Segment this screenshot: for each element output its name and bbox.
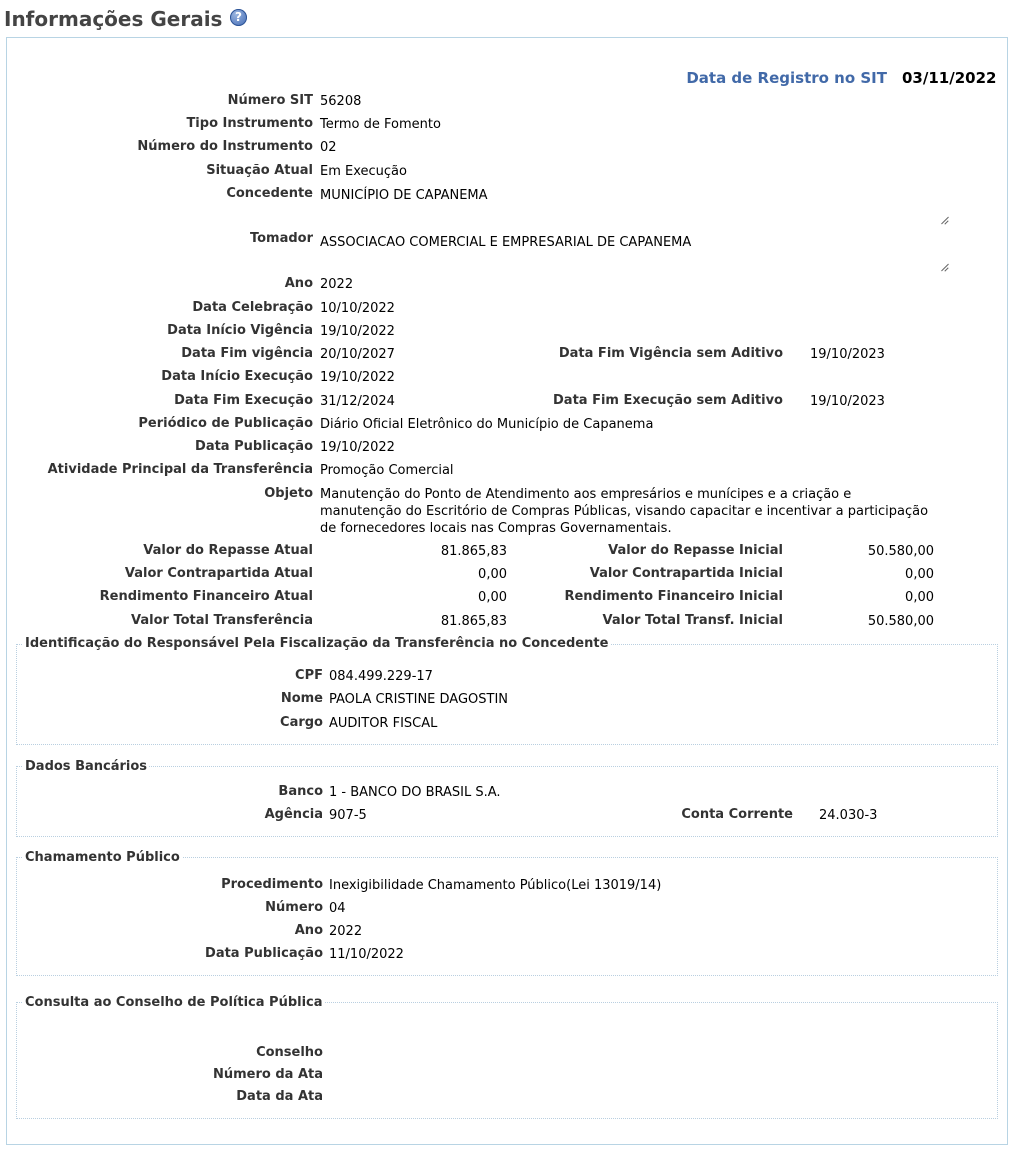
data-celebracao-label: Data Celebração [192, 300, 313, 315]
banco-value: 1 - BANCO DO BRASIL S.A. [329, 785, 501, 800]
chamamento-ano-value: 2022 [329, 924, 363, 939]
data-ata-label: Data da Ata [236, 1089, 323, 1104]
registro-label: Data de Registro no SIT [686, 69, 887, 87]
data-inicio-vigencia-value: 19/10/2022 [320, 324, 395, 339]
contrapartida-atual-label: Valor Contrapartida Atual [124, 566, 313, 581]
ano-label: Ano [284, 276, 313, 291]
atividade-principal-label: Atividade Principal da Transferência [47, 462, 313, 477]
total-atual-label: Valor Total Transferência [131, 613, 313, 628]
numero-instrumento-label: Número do Instrumento [137, 139, 313, 154]
ano-value: 2022 [320, 277, 354, 292]
objeto-label: Objeto [264, 486, 313, 501]
data-inicio-execucao-label: Data Início Execução [161, 369, 313, 384]
chamamento-fieldset [16, 857, 998, 976]
rendimento-inicial-label: Rendimento Financeiro Inicial [564, 589, 783, 604]
numero-sit-value: 56208 [320, 94, 362, 109]
situacao-atual-value: Em Execução [320, 164, 407, 179]
chamamento-data-publicacao-value: 11/10/2022 [329, 947, 404, 962]
contrapartida-inicial-value: 0,00 [905, 567, 934, 582]
data-publicacao-label: Data Publicação [195, 439, 313, 454]
agencia-label: Agência [264, 807, 323, 822]
rendimento-atual-label: Rendimento Financeiro Atual [99, 589, 313, 604]
chamamento-numero-label: Número [265, 900, 323, 915]
cpf-value: 084.499.229-17 [329, 669, 433, 684]
total-atual-value: 81.865,83 [440, 614, 507, 629]
repasse-atual-label: Valor do Repasse Atual [143, 543, 313, 558]
chamamento-legend: Chamamento Público [25, 850, 180, 865]
data-inicio-vigencia-label: Data Início Vigência [167, 323, 313, 338]
contrapartida-inicial-label: Valor Contrapartida Inicial [589, 566, 783, 581]
cargo-value: AUDITOR FISCAL [329, 716, 438, 731]
nome-value: PAOLA CRISTINE DAGOSTIN [329, 692, 509, 707]
repasse-inicial-value: 50.580,00 [867, 544, 934, 559]
fiscalizacao-legend: Identificação do Responsável Pela Fiscalização da Transferência no Concedente [25, 636, 609, 651]
bancarios-legend: Dados Bancários [25, 759, 148, 774]
help-icon[interactable]: ? [230, 9, 247, 26]
data-fim-vigencia-label: Data Fim vigência [181, 346, 313, 361]
objeto-line: Manutenção do Ponto de Atendimento aos empresários e munícipes e a criação e [320, 487, 852, 502]
rendimento-inicial-value: 0,00 [905, 590, 934, 605]
data-fim-execucao-sem-aditivo-label: Data Fim Execução sem Aditivo [553, 393, 783, 408]
cargo-label: Cargo [280, 715, 323, 730]
data-fim-execucao-sem-aditivo-value: 19/10/2023 [810, 394, 885, 409]
rendimento-atual-value: 0,00 [478, 590, 507, 605]
objeto-line: manutenção do Escritório de Compras Públicas, visando capacitar e incentivar a participação [320, 504, 929, 519]
agencia-value: 907-5 [329, 808, 367, 823]
tomador-label: Tomador [249, 231, 313, 246]
resize-grip-icon[interactable] [940, 216, 948, 224]
resize-grip-icon[interactable] [940, 263, 948, 271]
numero-sit-label: Número SIT [227, 93, 313, 108]
repasse-atual-value: 81.865,83 [440, 544, 507, 559]
data-fim-execucao-label: Data Fim Execução [174, 393, 313, 408]
banco-label: Banco [278, 784, 323, 799]
procedimento-label: Procedimento [221, 877, 323, 892]
atividade-principal-value: Promoção Comercial [320, 463, 454, 478]
conta-label: Conta Corrente [681, 807, 793, 822]
repasse-inicial-label: Valor do Repasse Inicial [608, 543, 783, 558]
total-inicial-label: Valor Total Transf. Inicial [602, 613, 783, 628]
data-fim-vigencia-value: 20/10/2027 [320, 347, 395, 362]
concedente-label: Concedente [226, 186, 313, 201]
total-inicial-value: 50.580,00 [867, 614, 934, 629]
nome-label: Nome [280, 691, 323, 706]
data-publicacao-value: 19/10/2022 [320, 440, 395, 455]
conselho-fieldset [16, 1002, 998, 1119]
data-celebracao-value: 10/10/2022 [320, 301, 395, 316]
conta-value: 24.030-3 [819, 808, 878, 823]
concedente-value: MUNICÍPIO DE CAPANEMA [320, 188, 488, 203]
chamamento-numero-value: 04 [329, 901, 346, 916]
bancarios-fieldset [16, 766, 998, 837]
cpf-label: CPF [295, 668, 323, 683]
page-title: Informações Gerais [4, 7, 223, 31]
tomador-textarea[interactable] [318, 231, 950, 273]
objeto-line: de fornecedores locais nas Compras Governamentais. [320, 521, 672, 536]
periodico-publicacao-value: Diário Oficial Eletrônico do Município de Capanema [320, 417, 654, 432]
contrapartida-atual-value: 0,00 [478, 567, 507, 582]
data-fim-vigencia-sem-aditivo-value: 19/10/2023 [810, 347, 885, 362]
conselho-label: Conselho [256, 1045, 323, 1060]
situacao-atual-label: Situação Atual [206, 163, 313, 178]
data-fim-execucao-value: 31/12/2024 [320, 394, 395, 409]
conselho-legend: Consulta ao Conselho de Política Pública [25, 995, 323, 1010]
data-inicio-execucao-value: 19/10/2022 [320, 370, 395, 385]
tomador-value: ASSOCIACAO COMERCIAL E EMPRESARIAL DE CAPANEMA [320, 235, 692, 250]
numero-instrumento-value: 02 [320, 140, 337, 155]
tipo-instrumento-label: Tipo Instrumento [186, 116, 313, 131]
chamamento-ano-label: Ano [294, 923, 323, 938]
tipo-instrumento-value: Termo de Fomento [320, 117, 441, 132]
procedimento-value: Inexigibilidade Chamamento Público(Lei 13019/14) [329, 878, 662, 893]
concedente-textarea[interactable] [318, 184, 950, 226]
numero-ata-label: Número da Ata [212, 1067, 323, 1082]
registro-value: 03/11/2022 [902, 69, 997, 87]
periodico-publicacao-label: Periódico de Publicação [138, 416, 313, 431]
chamamento-data-publicacao-label: Data Publicação [205, 946, 323, 961]
data-fim-vigencia-sem-aditivo-label: Data Fim Vigência sem Aditivo [558, 346, 783, 361]
